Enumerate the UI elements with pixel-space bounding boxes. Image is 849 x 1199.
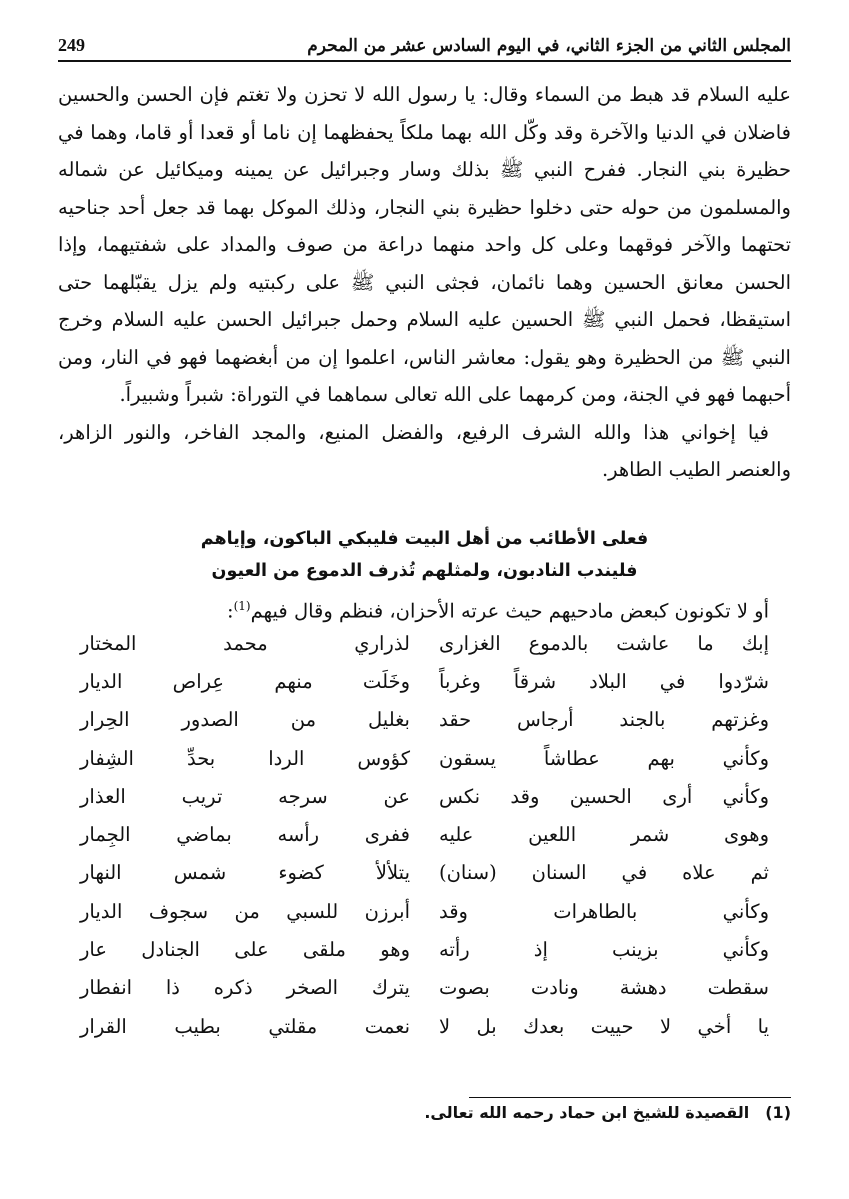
verse-second-hemistich: أبرزن للسبي من سجوف الديار [80, 899, 410, 923]
verse-first-hemistich: شرّدوا في البلاد شرقاً وغرباً [439, 669, 769, 693]
verse-row [58, 701, 791, 739]
intro-text: أو لا تكونون كبعض مادحيهم حيث عرته الأحزان، فنظم وقال فيهم [250, 599, 769, 623]
text-line: عليه السلام قد هبط من السماء وقال: يا رسول الله لا تحزن ولا تغتم فإن الحسن [136, 83, 791, 106]
verse-row [58, 624, 791, 662]
intro-colon: : [226, 599, 234, 623]
verse-first-hemistich: يا أخي لا حييت بعدك بل لا [439, 1014, 769, 1038]
text-line: بهما قد جعل أحد جناحيه تحتهما والآخر فوقهما وعلى كل واحد منهما دراعة من صوف [58, 195, 791, 256]
verse-second-hemistich: يترك الصخر ذكره ذا انفطار [80, 976, 410, 1000]
verse-row [58, 739, 791, 777]
verse-first-hemistich: وكأني بزينب إذ رأته [439, 938, 769, 962]
prose-couplet [58, 523, 791, 587]
verse-first-hemistich: إبك ما عاشت بالدموع الغزارى [439, 631, 769, 655]
footnote-text: القصيدة للشيخ ابن حماد رحمه الله تعالى. [424, 1103, 750, 1122]
verse-row [58, 662, 791, 700]
verse-row [58, 1007, 791, 1045]
poem [58, 624, 791, 1045]
verse-first-hemistich: وكأني بالطاهرات وقد [439, 899, 769, 923]
verse-row [58, 892, 791, 930]
verse-row [58, 854, 791, 892]
verse-row [58, 777, 791, 815]
verse-second-hemistich: وخَلَت منهم عِراص الديار [80, 669, 410, 693]
text-line: وميكائيل عن شماله والمسلمون من حوله حتى دخلوا حظيرة بني النجار، وذلك الموكل [58, 158, 791, 219]
text-line: ركبتيه ولم يزل يقبّلهما حتى استيقظا، فحمل النبي ﷺ الحسين عليه السلام وحمل [58, 270, 792, 331]
text-line: والمداد على شفتيهما، وإذا الحسن معانق الحسين وهما نائمان، فجثى النبي ﷺ على [58, 233, 792, 294]
verse-first-hemistich: سقطت دهشة ونادت بصوت [439, 976, 769, 1000]
verse-first-hemistich: ثم علاه في السنان (سنان) [439, 861, 769, 885]
footnote-mark: (1) [765, 1103, 791, 1122]
text-line: اعلموا إن من أبغضهما فهو في النار، ومن أحبهما فهو في الجنة، ومن كرمهما على الله [58, 345, 791, 406]
verse-first-hemistich: وكأني بهم عطاشاً يسقون [439, 746, 769, 770]
verse-row [58, 815, 791, 853]
verse-row [58, 930, 791, 968]
text-line: جبرائيل الحسن عليه السلام وخرج النبي ﷺ من الحظيرة وهو يقول: معاشر الناس، [58, 308, 791, 369]
text-line: فيا إخواني هذا والله الشرف الرفيع، والفضل المنيع، والمجد الفاخر، والنور [124, 420, 769, 444]
page-header [58, 28, 791, 62]
running-title: المجلس الثاني من الجزء الثاني، في اليوم السادس عشر من المحرم [307, 36, 791, 56]
footnote-reference[interactable]: (1) [233, 599, 251, 613]
couplet-line-2: فليندب النادبون، ولمثلهم تُذرف الدموع من العيون [211, 561, 638, 581]
verse-second-hemistich: عن سرجه تريب العذار [80, 784, 410, 808]
verse-second-hemistich: نعمت مقلتي بطيب القرار [80, 1014, 410, 1038]
footnote [58, 1100, 791, 1126]
verse-first-hemistich: وهوى شمر اللعين عليه [439, 823, 769, 847]
verse-second-hemistich: لذراري محمد المختار [80, 631, 410, 655]
text-line: قاما، وهما في حظيرة بني النجار. ففرح النبي ﷺ بذلك وسار وجبرائيل عن يمينه [58, 120, 792, 181]
page-number: 249 [58, 35, 85, 55]
main-text [58, 76, 791, 489]
verse-row [58, 969, 791, 1007]
paragraph-1 [58, 76, 791, 414]
paragraph-2 [58, 414, 791, 489]
verse-second-hemistich: بغليل من الصدور الحِرار [80, 708, 410, 732]
text-line: تعالى سماهما في التوراة: شبراً وشبيراً. [119, 383, 438, 406]
text-line: الزاهر، والعنصر الطيب الطاهر. [58, 420, 791, 481]
verse-first-hemistich: وكأني أرى الحسين وقد نكس [439, 784, 769, 808]
footnote-divider [469, 1097, 791, 1098]
verse-second-hemistich: ففرى رأسه بماضي الجِمار [80, 823, 410, 847]
verse-second-hemistich: وهو ملقى على الجنادل عار [80, 938, 410, 962]
verse-second-hemistich: كؤوس الردا بحدِّ الشِفار [80, 746, 410, 770]
couplet-line-1: فعلى الأطائب من أهل البيت فليبكي الباكون، وإياهم [200, 529, 649, 549]
text-line: والحسين فاضلان في الدنيا والآخرة وقد وكّل الله بهما ملكاً يحفظهما إن ناما أو قعدا أو [58, 83, 791, 144]
verse-first-hemistich: وغزتهم بالجند أرجاس حقد [439, 708, 769, 732]
verse-second-hemistich: يتلألأ كضوء شمس النهار [80, 861, 410, 885]
